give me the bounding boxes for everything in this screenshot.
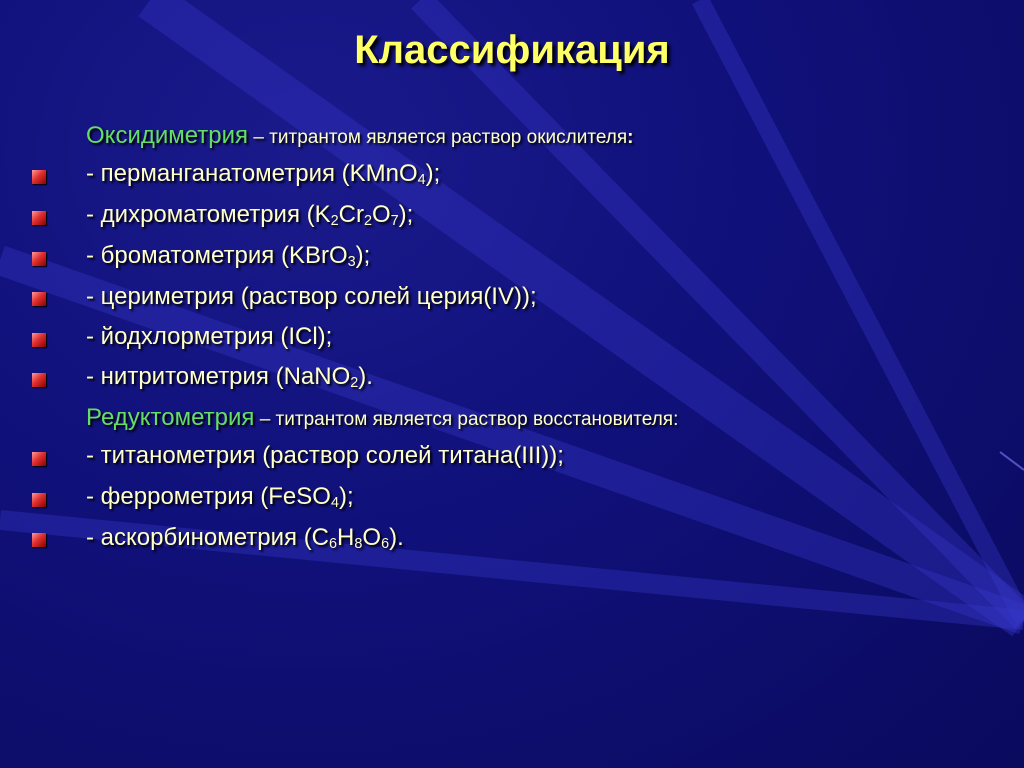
list-item-ferrometry: - феррометрия (FeSO$_4$); — [86, 483, 354, 511]
list-item-permanganatometry: - перманганатометрия (KMnO$_4$); — [86, 160, 441, 188]
bullet-icon — [32, 170, 46, 184]
bullet-icon — [32, 452, 46, 466]
bullet-icon — [32, 493, 46, 507]
oxidimetry-heading — [86, 122, 633, 150]
slide-title: Классификация — [354, 28, 670, 72]
list-item-nitritometry: - нитритометрия (NaNO$_2$). — [86, 363, 373, 391]
list-item-titanometry: - титанометрия (раствор солей титана(III)); — [86, 442, 564, 469]
list-item-bromatometry: - броматометрия (KBrO$_3$); — [86, 242, 371, 270]
oxidimetry-description: – титрантом является раствор окислителя — [248, 127, 628, 148]
bullet-icon — [32, 252, 46, 266]
reductometry-term: Редуктометрия — [86, 404, 255, 431]
reductometry-description: – титрантом является раствор восстановителя: — [254, 409, 679, 430]
list-item-iodochlorometry: - йодхлорметрия (ICl); — [86, 323, 333, 350]
list-item-cerimetry: - цериметрия (раствор солей церия(IV)); — [86, 283, 537, 310]
oxidimetry-term: Оксидиметрия — [86, 122, 249, 149]
list-item-ascorbinometry: - аскорбинометрия $(C_6H_8O_6)$. — [86, 524, 404, 552]
bullet-icon — [32, 533, 46, 547]
reductometry-heading — [86, 404, 678, 432]
bullet-icon — [32, 373, 46, 387]
bullet-icon — [32, 211, 46, 225]
bullet-icon — [32, 292, 46, 306]
oxidimetry-colon: : — [627, 127, 634, 148]
list-item-dichromatometry: - дихроматометрия $(K_2Cr_2O_7)$; — [86, 201, 414, 229]
bullet-icon — [32, 333, 46, 347]
